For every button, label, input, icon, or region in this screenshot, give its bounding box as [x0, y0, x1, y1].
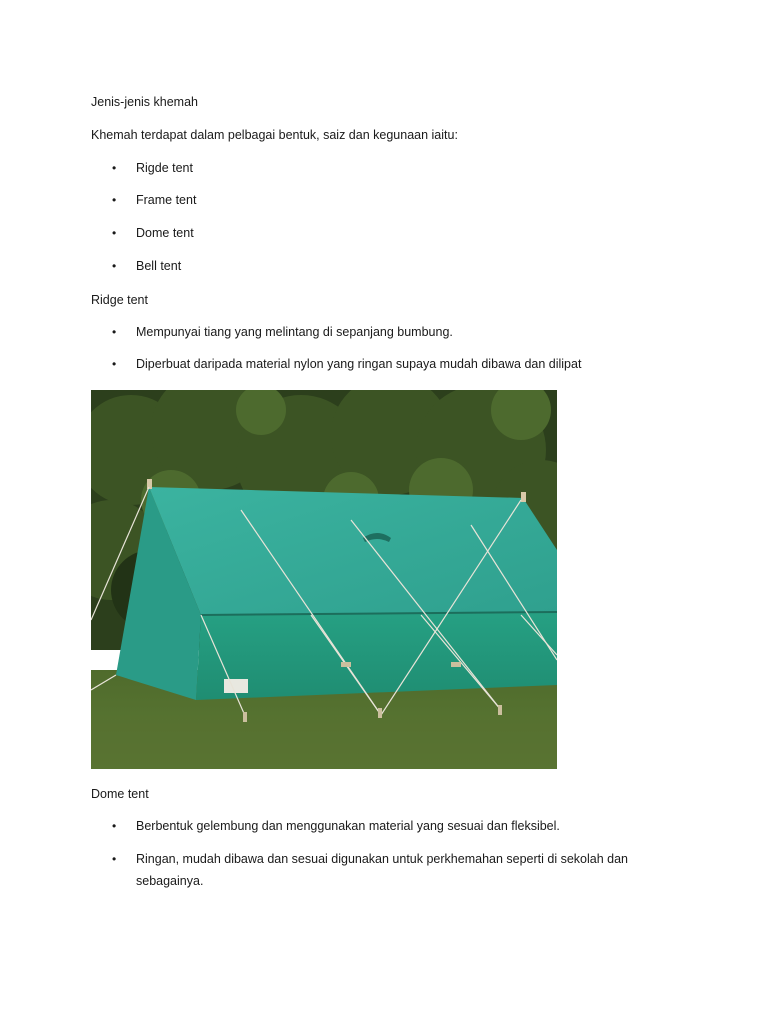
list-item [112, 848, 652, 892]
bullet-icon: • [112, 325, 117, 339]
list-item [112, 157, 652, 179]
bullet-icon: • [112, 193, 117, 207]
list-item [112, 255, 652, 277]
list-item [112, 222, 652, 244]
tent-photo [91, 390, 557, 769]
section-heading: Jenis-jenis khemah [91, 95, 198, 109]
list-item-text: Diperbuat daripada material nylon yang ringan supaya mudah dibawa dan dilipat [136, 357, 582, 371]
bullet-icon: • [112, 226, 117, 240]
list-item-text: Berbentuk gelembung dan menggunakan material yang sesuai dan fleksibel. [136, 819, 560, 833]
list-item-text: Rigde tent [136, 161, 193, 175]
bullet-icon: • [112, 819, 117, 833]
list-item-text: Mempunyai tiang yang melintang di sepanjang bumbung. [136, 325, 453, 339]
bullet-icon: • [112, 357, 117, 371]
bullet-icon: • [112, 852, 117, 866]
list-item-text: Ringan, mudah dibawa dan sesuai digunakan untuk perkhemahan seperti di sekolah dan sebagainya. [136, 852, 629, 888]
list-item [112, 321, 652, 343]
bullet-icon: • [112, 259, 117, 273]
dome-tent-title: Dome tent [91, 787, 149, 801]
list-item-text: Frame tent [136, 193, 197, 207]
list-item [112, 353, 652, 375]
list-item [112, 815, 652, 837]
list-item [112, 189, 652, 211]
intro-text: Khemah terdapat dalam pelbagai bentuk, saiz dan kegunaan iaitu: [91, 128, 458, 142]
list-item-text: Bell tent [136, 259, 182, 273]
list-item-text: Dome tent [136, 226, 194, 240]
bullet-icon: • [112, 161, 117, 175]
ridge-tent-title: Ridge tent [91, 293, 148, 307]
